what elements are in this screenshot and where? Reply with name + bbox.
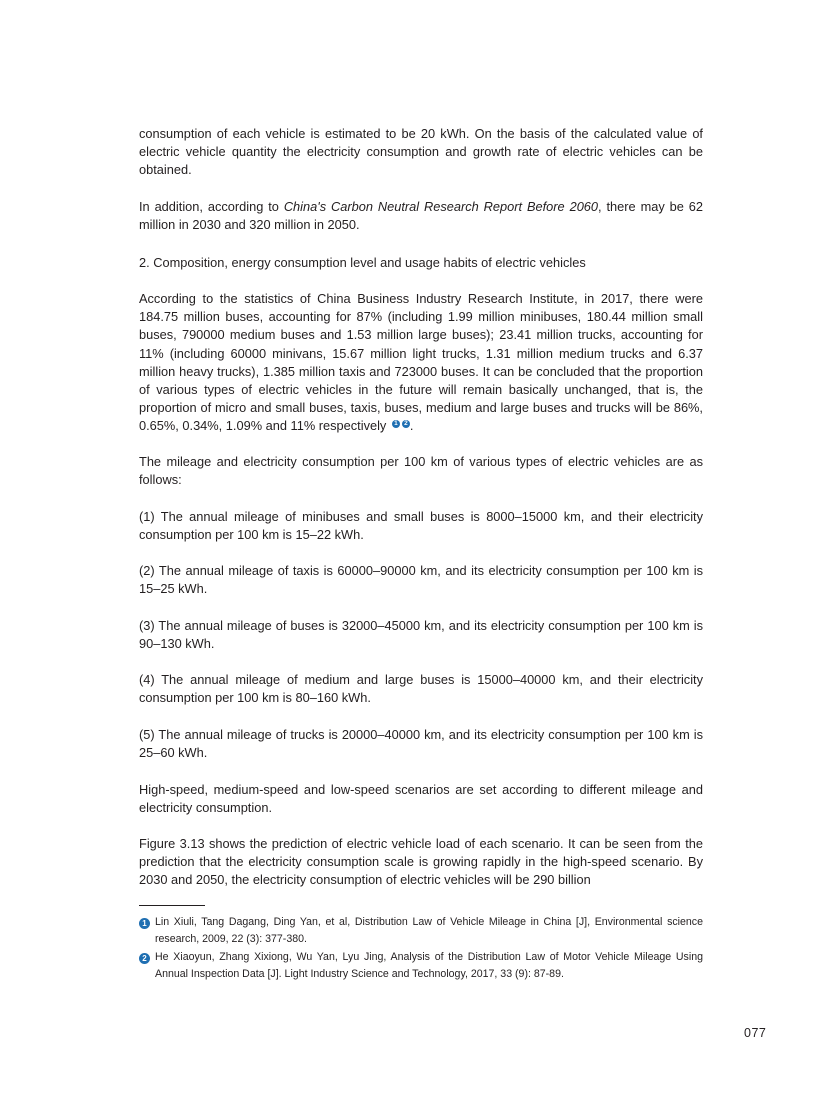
footnote-2 bbox=[139, 949, 703, 983]
list-item-buses: (3) The annual mileage of buses is 32000–45000 km, and its electricity consumption per 100 km is 90–130 kWh. bbox=[139, 618, 703, 652]
footnote-2-text: He Xiaoyun, Zhang Xixiong, Wu Yan, Lyu Jing, Analysis of the Distribution Law of Motor Vehicle Mileage Using Annual Inspection Data [J]. Light Industry Science and Technology, 2017, 33 (9): 87-89. bbox=[155, 951, 703, 980]
footnote-ref-2-icon[interactable]: 2 bbox=[402, 420, 410, 428]
footnote-2-marker-icon: 2 bbox=[139, 953, 150, 964]
report-title-italic: China's Carbon Neutral Research Report Before 2060 bbox=[283, 199, 599, 214]
footnote-divider bbox=[139, 905, 205, 906]
paragraph-scenarios: High-speed, medium-speed and low-speed scenarios are set according to different mileage and electricity consumption. bbox=[139, 782, 703, 816]
list-item-trucks: (5) The annual mileage of trucks is 20000–40000 km, and its electricity consumption per 100 km is 25–60 kWh. bbox=[139, 727, 703, 761]
footnote-ref-1-icon[interactable]: 1 bbox=[392, 420, 400, 428]
paragraph-vehicle-statistics-end: . bbox=[409, 418, 414, 434]
paragraph-vehicle-statistics-text: According to the statistics of China Business Industry Research Institute, in 2017, there were 184.75 million buses, accounting for 87% (including 1.99 million minibuses, 180.44 million small buses, 790000 medium buses and 1.53 million large buses); 23.41 million trucks, accounting for 11% (including 60000 minivans, 15.67 million light trucks, 1.31 million medium trucks and 6.37 million heavy trucks), 1.385 million taxis and 723000 buses. It can be concluded that the proportion of various types of electric vehicles in the future will remain basically unchanged, that is, the proportion of micro and small buses, taxis, buses, medium and large buses and trucks will be 86%, 0.65%, 0.34%, 1.09% and 11% respectively bbox=[139, 291, 703, 434]
footnote-1-marker-icon: 1 bbox=[139, 918, 150, 929]
footnote-1 bbox=[139, 914, 703, 948]
paragraph-figure-reference: Figure 3.13 shows the prediction of electric vehicle load of each scenario. It can be seen from the prediction that the electricity consumption scale is growing rapidly in the high-speed scenario. By 2030 and 2050, the electricity consumption of electric vehicles will be 290 billion bbox=[139, 836, 703, 888]
list-item-taxis: (2) The annual mileage of taxis is 60000–90000 km, and its electricity consumption per 100 km is 15–25 kWh. bbox=[139, 563, 703, 597]
page-number: 077 bbox=[744, 1026, 767, 1040]
paragraph-carbon-neutral-report bbox=[139, 198, 703, 234]
paragraph-consumption-estimate: consumption of each vehicle is estimated to be 20 kWh. On the basis of the calculated value of electric vehicle quantity the electricity consumption and growth rate of electric vehicles can be obtained. bbox=[139, 126, 703, 178]
section-heading: 2. Composition, energy consumption level and usage habits of electric vehicles bbox=[139, 255, 586, 270]
paragraph-mileage-intro: The mileage and electricity consumption per 100 km of various types of electric vehicles are as follows: bbox=[139, 454, 703, 488]
list-item-medium-large-buses: (4) The annual mileage of medium and large buses is 15000–40000 km, and their electricity consumption per 100 km is 80–160 kWh. bbox=[139, 672, 703, 706]
list-item-minibuses: (1) The annual mileage of minibuses and small buses is 8000–15000 km, and their electricity consumption per 100 km is 15–22 kWh. bbox=[139, 509, 703, 543]
paragraph-carbon-neutral-report-tail: , there may be 62 million in 2030 and 320 million in 2050. bbox=[139, 199, 704, 233]
paragraph-carbon-neutral-report-lead: In addition, according to bbox=[139, 199, 284, 214]
footnote-1-text: Lin Xiuli, Tang Dagang, Ding Yan, et al, Distribution Law of Vehicle Mileage in China [J], Environmental science research, 2009, 22 (3): 377-380. bbox=[155, 916, 703, 945]
paragraph-vehicle-statistics bbox=[139, 290, 703, 436]
